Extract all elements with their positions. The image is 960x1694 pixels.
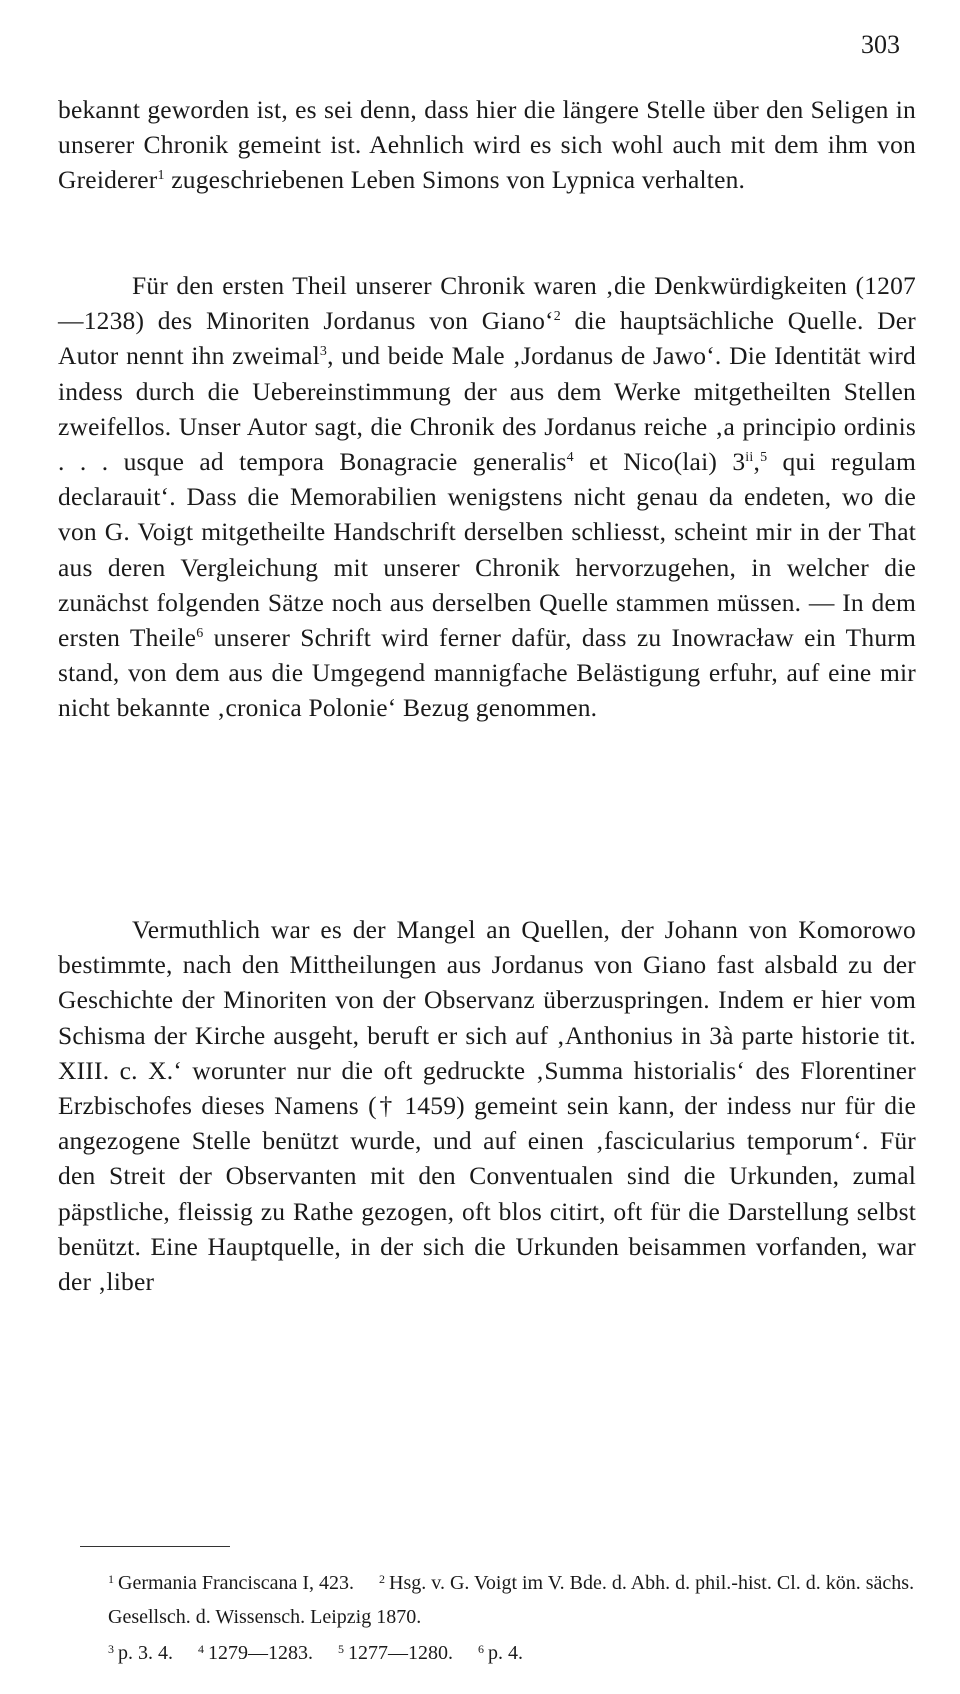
paragraph-2-part-f: qui regulam declarauit‘. Dass die Memorabilien wenigstens nicht genau da endeten, wo die von G. Voigt mitgetheilte Handschrift derselben schliesst, scheint mir in der That aus deren Vergleichung mit unserer Chronik hervorzugehen, in welcher die zunächst folgenden Sätze noch aus derselben Quelle stammen müssen. — In dem ersten Theile xyxy=(58,447,916,653)
footnote-line-3 xyxy=(108,1636,928,1670)
footnote-ref-3: 3 xyxy=(319,344,328,360)
paragraph-1-text xyxy=(58,92,916,198)
footnote-ref-5: 5 xyxy=(760,450,768,466)
footnote-ref-6: 6 xyxy=(196,626,204,642)
paragraph-1 xyxy=(58,92,916,198)
paragraph-2-text xyxy=(58,268,916,726)
footnote-3: $^3$ p. 3. 4. xyxy=(108,1642,173,1664)
footnote-6: $^6$ p. 4. xyxy=(478,1642,523,1664)
footnote-5: $^5$ 1277—1280. xyxy=(338,1642,453,1664)
footnote-4: $^4$ 1279—1283. xyxy=(198,1642,313,1664)
paragraph-2-part-d: et Nico(lai) 3 xyxy=(573,447,746,477)
paragraph-2-part-b: die hauptsächliche Quelle. Der Autor nennt ihn zweimal xyxy=(58,306,916,371)
paragraph-3-text: Vermuthlich war es der Mangel an Quellen, der Johann von Komorowo bestimmte, nach den Mittheilungen aus Jordanus von Giano fast alsbald zu der Geschichte der Minoriten von der Observanz überzuspringen. Indem er hier vom Schisma der Kirche ausgeht, beruft er sich auf ‚Anthonius in 3à parte historie tit. XIII. c. X.‘ worunter nur die oft gedruckte ‚Summa historialis‘ des Florentiner Erzbischofes dieses Namens († 1459) gemeint sein kann, der indess nur für die angezogene Stelle benützt wurde, und auf einen ‚fascicularius temporum‘. Für den Streit der Observanten mit den Conventualen sind die Urkunden, zumal päpstliche, fleissig zu Rathe gezogen, oft blos citirt, oft für die Darstellung selbst benützt. Eine Hauptquelle, in der sich die Urkunden beisammen vorfanden, war der ‚liber xyxy=(58,915,916,1297)
footnote-1: $^1$ Germania Franciscana I, 423. xyxy=(108,1572,355,1594)
paragraph-2-part-g: unserer Schrift wird ferner dafür, dass zu Inowracław ein Thurm stand, von dem aus die Umgegend mannigfache Belästigung erfuhr, auf eine mir nicht bekannte ‚cronica Polonie‘ Bezug genommen. xyxy=(58,623,916,723)
paragraph-2-part-e: , xyxy=(753,447,761,477)
footnote-ref-1: 1 xyxy=(157,168,165,184)
paragraph-2-part-c: , und beide Male ‚Jordanus de Jawo‘. Die Identität wird indess durch die Uebereinstimmung der aus dem Werke mitgetheilten Stellen zweifellos. Unser Autor sagt, die Chronik des Jordanus reiche ‚a principio ordinis . . . usque ad tempora Bonagracie generalis xyxy=(58,341,917,477)
paragraph-1-part-a: bekannt geworden ist, es sei denn, dass hier die längere Stelle über den Seligen in unserer Chronik gemeint ist. Aehnlich wird es sich wohl auch mit dem ihm von Greiderer xyxy=(58,95,916,195)
footnote-ref-4: 4 xyxy=(566,450,574,466)
footnote-separator xyxy=(80,1546,230,1547)
paragraph-1-part-b: zugeschriebenen Leben Simons von Lypnica verhalten. xyxy=(164,165,746,195)
page-number: 303 xyxy=(861,30,900,59)
footnote-ref-2: 2 xyxy=(553,309,561,325)
footnote-2: $^2$ Hsg. v. G. Voigt im V. Bde. d. Abh. d. phil.-hist. Cl. d. kön. sächs. Gesellsch. d. Wissensch. Leipzig 1870. xyxy=(108,1572,915,1628)
paragraph-2 xyxy=(58,268,916,726)
footnote-line-1 xyxy=(108,1566,928,1634)
superscript-ii: ii xyxy=(745,450,754,466)
paragraph-3 xyxy=(58,912,916,1299)
paragraph-2-part-a: Für den ersten Theil unserer Chronik waren ‚die Denkwürdigkeiten (1207—1238) des Minoriten Jordanus von Giano‘ xyxy=(58,271,916,336)
